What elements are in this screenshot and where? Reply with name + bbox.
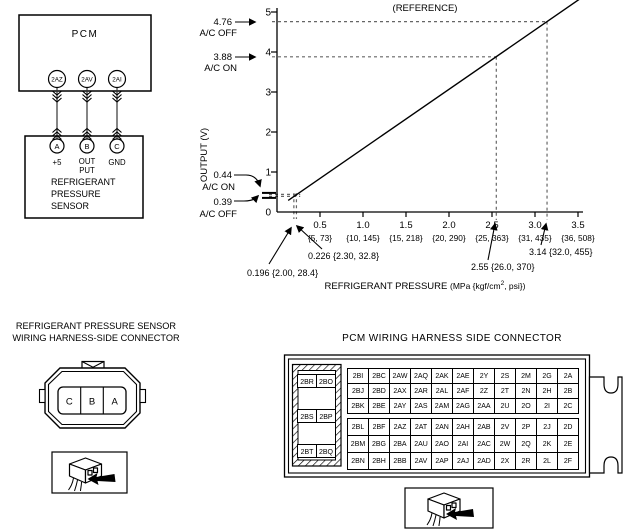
pcm-pin-cell: 2AS bbox=[410, 398, 432, 414]
pcm-pin-cell: 2W bbox=[494, 435, 516, 453]
pcm-pin-row bbox=[347, 398, 580, 414]
x-tick-sublabel: {5, 73} bbox=[308, 233, 332, 243]
figure-title-line: REFRIGERANT PRESSURE SENSOR bbox=[15, 321, 177, 331]
pcm-pin-cell: 2BS bbox=[300, 413, 314, 421]
pcm-pin-row bbox=[347, 418, 580, 436]
pcm-pin-cell: 2AQ bbox=[410, 368, 432, 384]
connector-pin-label: C bbox=[65, 396, 73, 408]
connector-outline bbox=[40, 362, 146, 429]
pcm-pin-cell: 2U bbox=[494, 398, 516, 414]
pcm-pin-cell: 2AI bbox=[452, 435, 474, 453]
pcm-pin-cell: 2AD bbox=[473, 452, 495, 470]
x-tick-label: 1.0 bbox=[356, 220, 370, 231]
y-annotation-label: A/C OFF bbox=[199, 209, 237, 220]
pcm-pin-cell: 2BL bbox=[347, 418, 369, 436]
figure-title-line: WIRING HARNESS-SIDE CONNECTOR bbox=[12, 333, 180, 343]
output-pressure-chart bbox=[185, 0, 624, 300]
pcm-pin-cell: 2BE bbox=[368, 398, 390, 414]
pcm-pin-cell: 2F bbox=[557, 452, 579, 470]
pcm-pin-cell: 2AC bbox=[473, 435, 495, 453]
chart-canvas bbox=[185, 0, 624, 300]
pcm-pin-cell: 2AT bbox=[410, 418, 432, 436]
pcm-pin-cell: 2BR bbox=[300, 378, 314, 386]
pcm-pin-cell: 2Q bbox=[515, 435, 537, 453]
pcm-pin-row bbox=[347, 452, 580, 470]
y-annotation-value: 3.88 bbox=[213, 52, 232, 63]
side-clip-right bbox=[140, 390, 146, 403]
pcm-pin-cell: 2C bbox=[557, 398, 579, 414]
sensor-name-line: REFRIGERANT bbox=[51, 177, 116, 187]
pcm-pin-cell: 2S bbox=[494, 368, 516, 384]
y-annotation-value: 0.44 bbox=[213, 170, 232, 181]
pcm-pin-cell: 2Z bbox=[473, 383, 495, 399]
pcm-pin-cell: 2H bbox=[536, 383, 558, 399]
y-tick-label: 2 bbox=[265, 127, 271, 139]
pcm-pin-cell: 2BT bbox=[300, 448, 314, 456]
sensor-pin-label: A bbox=[54, 141, 60, 151]
x-tick-sublabel: {31, 435} bbox=[518, 233, 552, 243]
y-annotation-value: 4.76 bbox=[213, 17, 232, 28]
pcm-pin-cell: 2AU bbox=[410, 435, 432, 453]
pcm-pin-cell: 2AA bbox=[473, 398, 495, 414]
x-tick-label: 1.5 bbox=[399, 220, 413, 231]
pcm-pin-cell: 2G bbox=[536, 368, 558, 384]
y-tick-label: 0 bbox=[265, 207, 271, 219]
annotation-arrow bbox=[234, 175, 260, 186]
annotation-arrow bbox=[234, 196, 258, 201]
pcm-pin-row bbox=[347, 368, 580, 384]
pcm-pin-cell: 2Y bbox=[473, 368, 495, 384]
connector-pin-label: B bbox=[88, 396, 96, 408]
pcm-pin-cell: 2BH bbox=[368, 452, 390, 470]
side-clip-left bbox=[40, 390, 46, 403]
sensor-harness-connector-figure bbox=[0, 315, 210, 515]
x-tick-label: 2.0 bbox=[442, 220, 456, 231]
pin-function-label: GND bbox=[108, 158, 126, 167]
pcm-pin-cell: 2BD bbox=[368, 383, 390, 399]
y-tick-label: 1 bbox=[265, 167, 271, 179]
chart-title: (REFERENCE) bbox=[392, 3, 458, 14]
y-annotation-label: A/C ON bbox=[202, 182, 235, 193]
sensor-name-line: SENSOR bbox=[51, 201, 90, 211]
pcm-pin-cell: 2AV bbox=[410, 452, 432, 470]
pcm-pin-cell: 2T bbox=[494, 383, 516, 399]
x-annotation-label: 3.14 {32.0, 455} bbox=[529, 247, 593, 257]
pcm-pin-cell: 2AZ bbox=[389, 418, 411, 436]
pcm-pin-cell: 2AB bbox=[473, 418, 495, 436]
x-annotation-label: 2.55 {26.0, 370} bbox=[471, 262, 535, 272]
x-tick-sublabel: {15, 218} bbox=[389, 233, 423, 243]
pcm-pin-cell: 2AX bbox=[389, 383, 411, 399]
pin-function-label: OUT bbox=[78, 157, 96, 166]
x-annotation-label: 0.196 {2.00, 28.4} bbox=[247, 268, 319, 278]
y-annotation-label: A/C OFF bbox=[199, 28, 237, 39]
pcm-pin-grid bbox=[347, 368, 580, 470]
pcm-pin-cell: 2R bbox=[515, 452, 537, 470]
sensor-output-line bbox=[288, 0, 580, 200]
pin-function-label: PUT bbox=[79, 166, 95, 175]
x-tick-label: 0.5 bbox=[313, 220, 327, 231]
pcm-pin-cell: 2BB bbox=[389, 452, 411, 470]
pcm-pin-cell: 2N bbox=[515, 383, 537, 399]
pcm-pin-cell: 2BK bbox=[347, 398, 369, 414]
pcm-pin-row bbox=[347, 435, 580, 453]
pcm-pin-cell: 2BG bbox=[368, 435, 390, 453]
y-axis-label: OUTPUT (V) bbox=[199, 127, 210, 183]
pcm-pin-cell: 2AL bbox=[431, 383, 453, 399]
pcm-pin-label: 2AV bbox=[81, 76, 93, 84]
pcm-pin-cell: 2O bbox=[515, 398, 537, 414]
pcm-pin-cell: 2AM bbox=[431, 398, 453, 414]
x-axis-label: REFRIGERANT PRESSURE (MPa {$kgf/cm^2_{, psi\})}$ bbox=[324, 280, 526, 292]
pcm-pin-cell: 2BN bbox=[347, 452, 369, 470]
pcm-pin-cell: 2BM bbox=[347, 435, 369, 453]
pcm-pin-cell: 2AR bbox=[410, 383, 432, 399]
pcm-pin-cell: 2I bbox=[536, 398, 558, 414]
pcm-pin-cell: 2A bbox=[557, 368, 579, 384]
pcm-pin-cell: 2M bbox=[515, 368, 537, 384]
figure-title: PCM WIRING HARNESS SIDE CONNECTOR bbox=[342, 333, 562, 344]
pcm-pin-cell: 2AE bbox=[452, 368, 474, 384]
connector-pin-label: A bbox=[111, 396, 118, 408]
pcm-pin-cell: 2BA bbox=[389, 435, 411, 453]
x-tick-label: 3.0 bbox=[528, 220, 542, 231]
pcm-pin-cell: 2E bbox=[557, 435, 579, 453]
x-tick-sublabel: {25, 363} bbox=[475, 233, 509, 243]
pcm-pin-label: 2AI bbox=[112, 76, 122, 84]
sensor-name-line: PRESSURE bbox=[51, 189, 101, 199]
y-tick-label: 5 bbox=[265, 7, 271, 19]
pcm-pin-cell: 2V bbox=[494, 418, 516, 436]
pcm-pin-row bbox=[347, 383, 580, 399]
annotation-arrow bbox=[269, 228, 291, 264]
pcm-pin-cell: 2J bbox=[536, 418, 558, 436]
x-annotation-label: 0.226 {2.30, 32.8} bbox=[308, 251, 380, 261]
pcm-pin-label: 2AZ bbox=[51, 76, 63, 84]
x-tick-label: 2.5 bbox=[485, 220, 499, 231]
pcm-pin-cell: 2AG bbox=[452, 398, 474, 414]
pcm-pin-cell: 2BI bbox=[347, 368, 369, 384]
pcm-pin-cell: 2K bbox=[536, 435, 558, 453]
y-tick-label: 3 bbox=[265, 87, 271, 99]
x-tick-sublabel: {20, 290} bbox=[432, 233, 466, 243]
pcm-pin-cell: 2BO bbox=[318, 378, 334, 386]
pcm-pin-cell: 2P bbox=[515, 418, 537, 436]
pin-function-label: +5 bbox=[52, 158, 62, 167]
pcm-pin-cell: 2AH bbox=[452, 418, 474, 436]
pcm-pin-cell: 2BP bbox=[319, 413, 333, 421]
pcm-pin-cell: 2AN bbox=[431, 418, 453, 436]
pcm-box-label: PCM bbox=[71, 29, 99, 40]
x-tick-sublabel: {10, 145} bbox=[346, 233, 380, 243]
y-tick-label: 4 bbox=[265, 47, 271, 59]
sensor-pin-label: B bbox=[84, 141, 90, 151]
pcm-pin-cell: 2D bbox=[557, 418, 579, 436]
pcm-pin-cell: 2BQ bbox=[318, 448, 334, 456]
pcm-pin-cell: 2AJ bbox=[452, 452, 474, 470]
x-tick-label: 3.5 bbox=[571, 220, 585, 231]
y-annotation-label: A/C ON bbox=[204, 63, 237, 74]
y-annotation-value: 0.39 bbox=[213, 197, 232, 208]
pcm-pin-cell: 2AK bbox=[431, 368, 453, 384]
pcm-sensor-wiring-diagram bbox=[0, 0, 185, 230]
pcm-pin-cell: 2L bbox=[536, 452, 558, 470]
sensor-pin-label: C bbox=[114, 141, 120, 151]
x-tick-sublabel: {36, 508} bbox=[561, 233, 595, 243]
pcm-pin-cell: 2BJ bbox=[347, 383, 369, 399]
pcm-pin-cell: 2AO bbox=[431, 435, 453, 453]
mounting-tab bbox=[590, 377, 623, 473]
pcm-pin-cell: 2AP bbox=[431, 452, 453, 470]
pcm-pin-cell: 2AY bbox=[389, 398, 411, 414]
pcm-pin-cell: 2BF bbox=[368, 418, 390, 436]
pcm-pin-cell: 2B bbox=[557, 383, 579, 399]
pcm-pin-cell: 2BC bbox=[368, 368, 390, 384]
pcm-pin-cell: 2AW bbox=[389, 368, 411, 384]
pcm-pin-cell: 2AF bbox=[452, 383, 474, 399]
pcm-pin-cell: 2X bbox=[494, 452, 516, 470]
